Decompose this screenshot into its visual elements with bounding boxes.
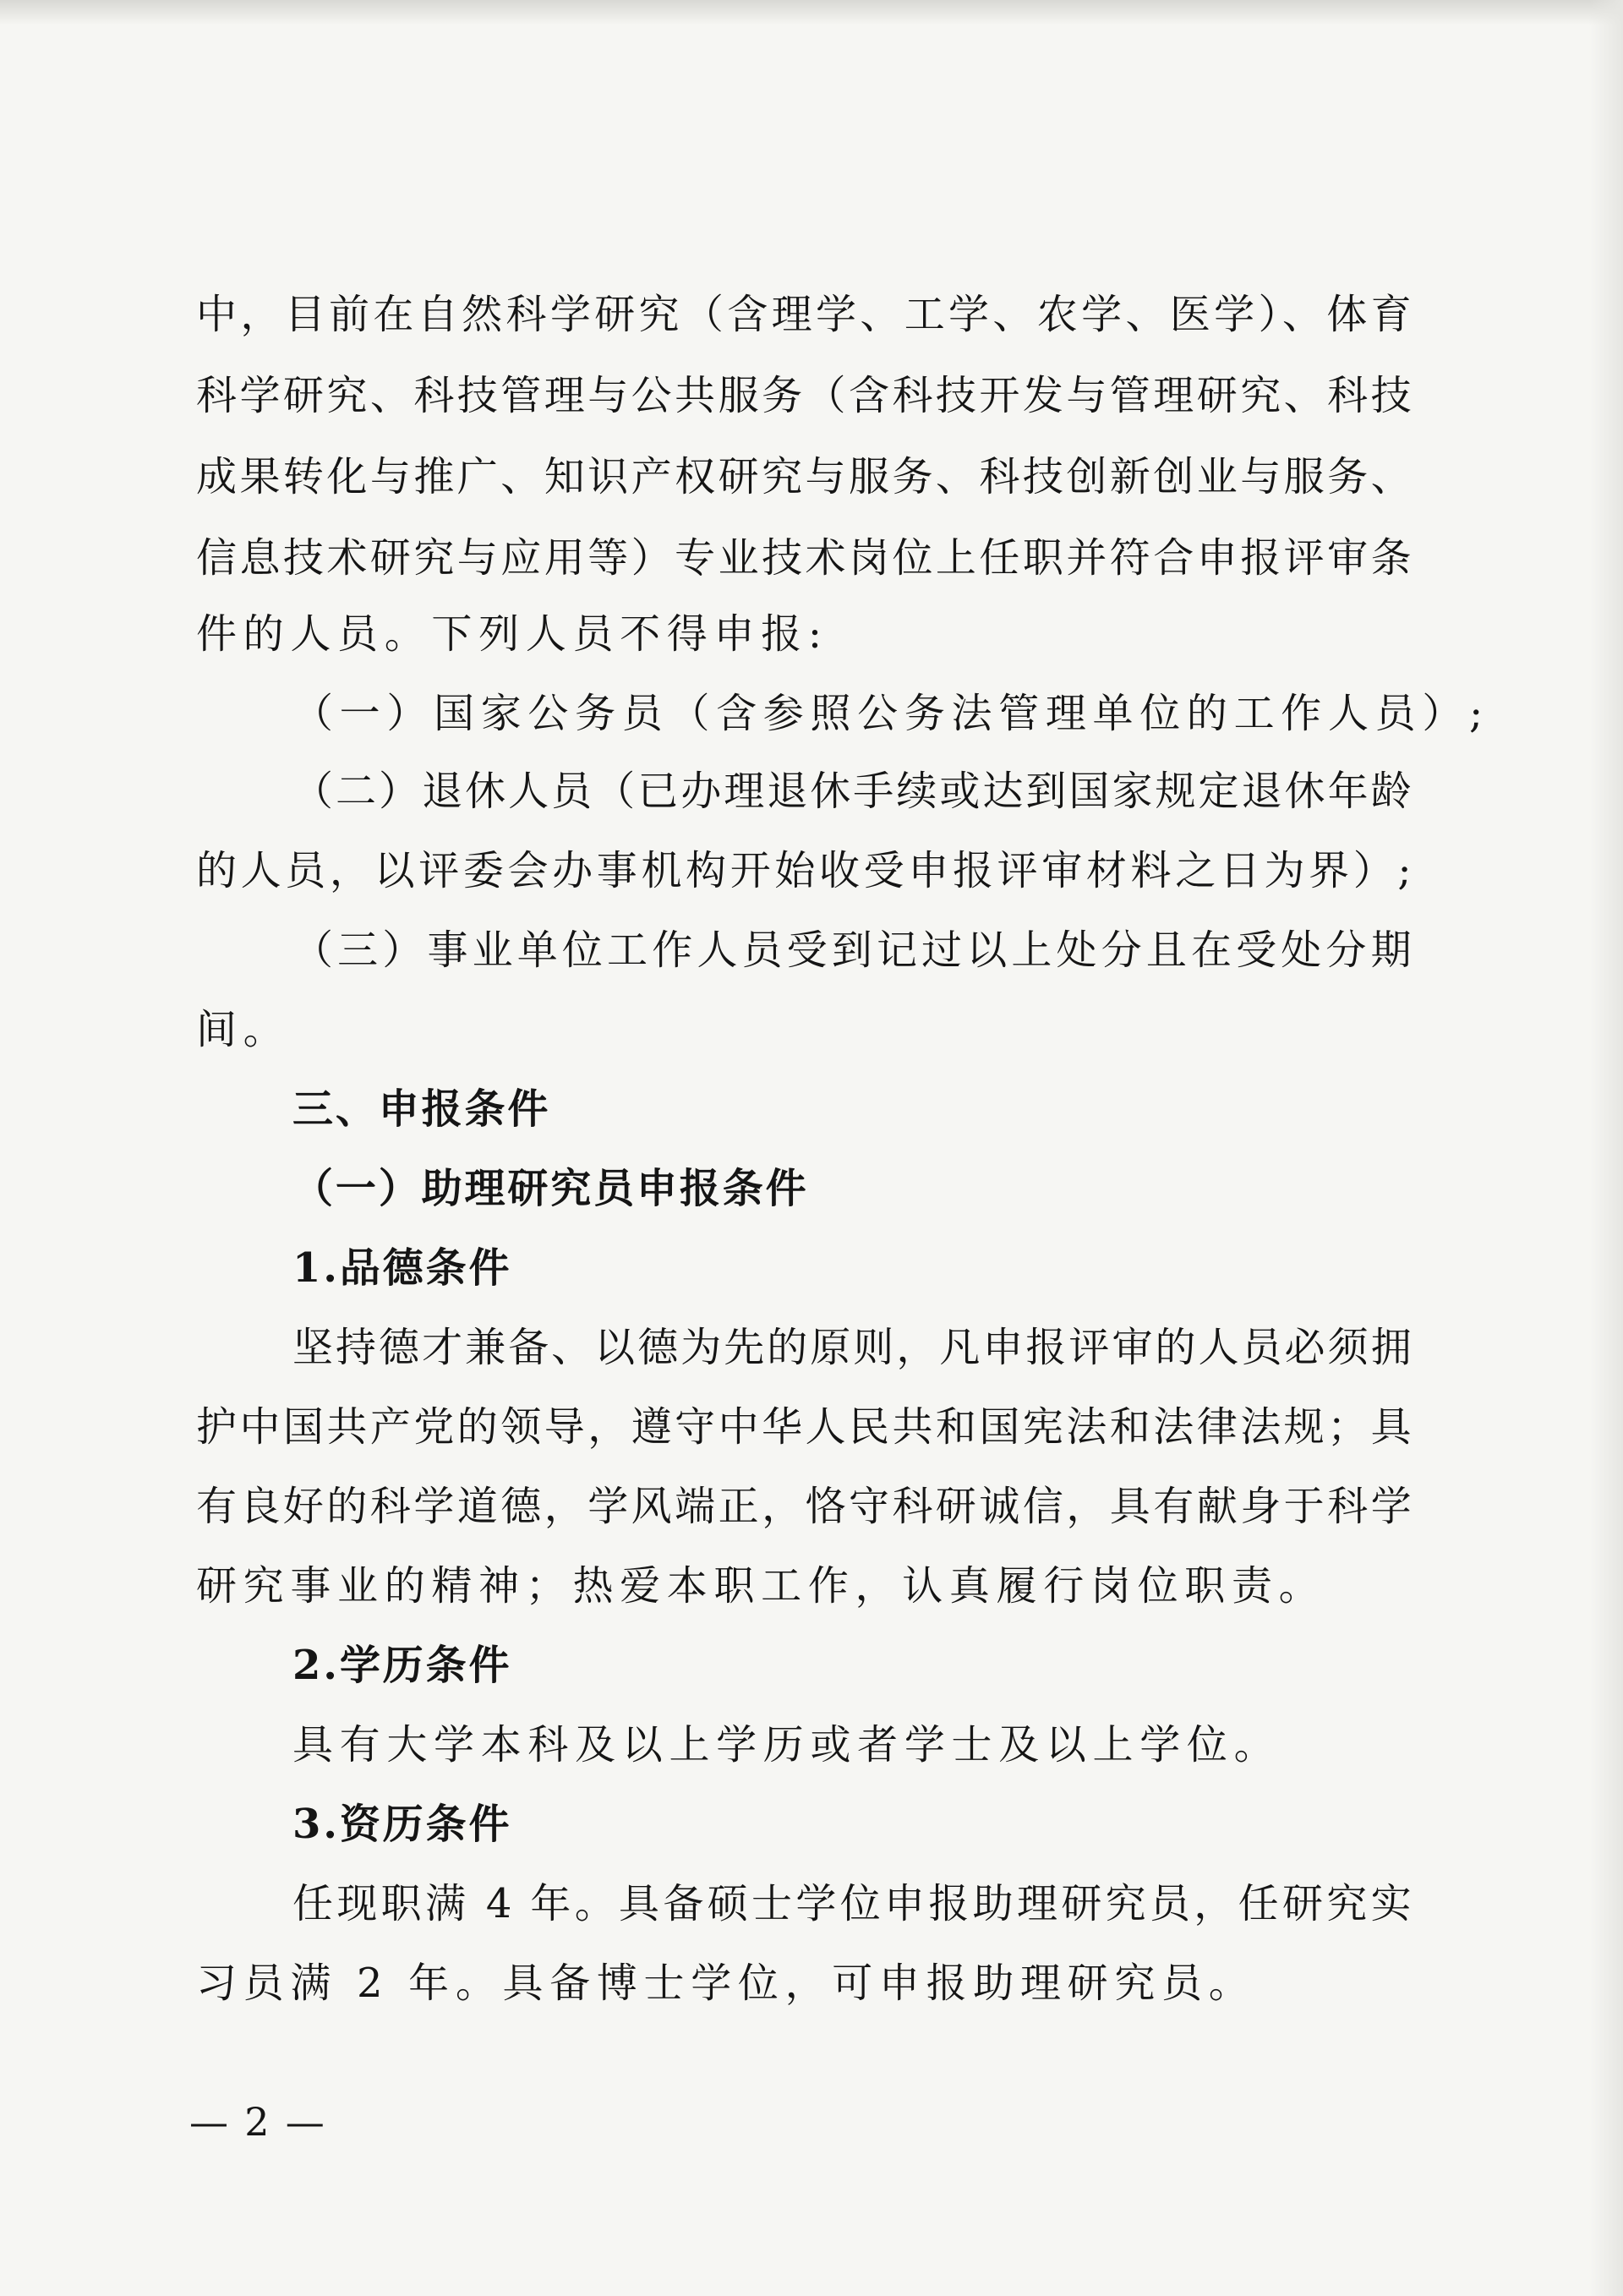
paragraph-line: 研究事业的精神；热爱本职工作，认真履行岗位职责。 xyxy=(196,1562,1326,1610)
exclusion-item-2: （二）退休人员（已办理退休手续或达到国家规定退休年龄 xyxy=(292,768,1413,815)
exclusion-item-2-cont: 的人员，以评委会办事机构开始收受申报评审材料之日为界）; xyxy=(196,847,1413,894)
section-heading: 三、申报条件 xyxy=(292,1085,551,1133)
paragraph-line: 习员满 2 年。具备博士学位，可申报助理研究员。 xyxy=(196,1960,1256,2007)
paragraph-line: 成果转化与推广、知识产权研究与服务、科技创新创业与服务、 xyxy=(196,453,1413,500)
condition-heading-1: 1.品德条件 xyxy=(292,1244,512,1292)
exclusion-item-1: （一）国家公务员（含参照公务法管理单位的工作人员）; xyxy=(292,690,1489,737)
scan-shadow-right xyxy=(1589,0,1623,2296)
scan-shadow-top xyxy=(0,0,1623,25)
condition-heading-3: 3.资历条件 xyxy=(292,1801,512,1848)
paragraph-line: 具有大学本科及以上学历或者学士及以上学位。 xyxy=(292,1721,1281,1768)
paragraph-line: 坚持德才兼备、以德为先的原则，凡申报评审的人员必须拥 xyxy=(292,1324,1413,1371)
paragraph-line: 中，目前在自然科学研究（含理学、工学、农学、医学）、体育 xyxy=(196,291,1413,338)
subsection-heading: （一）助理研究员申报条件 xyxy=(292,1165,809,1212)
paragraph-line: 有良好的科学道德，学风端正，恪守科研诚信，具有献身于科学 xyxy=(196,1483,1413,1530)
paragraph-line: 件的人员。下列人员不得申报: xyxy=(196,610,828,658)
exclusion-item-3-cont: 间。 xyxy=(196,1006,291,1053)
paragraph-line: 信息技术研究与应用等）专业技术岗位上任职并符合申报评审条 xyxy=(196,534,1413,582)
condition-heading-2: 2.学历条件 xyxy=(292,1642,512,1689)
page-number: — 2 — xyxy=(189,2099,327,2145)
paragraph-line: 任现职满 4 年。具备硕士学位申报助理研究员，任研究实 xyxy=(292,1880,1413,1927)
exclusion-item-3: （三）事业单位工作人员受到记过以上处分且在受处分期 xyxy=(292,927,1413,974)
paragraph-line: 科学研究、科技管理与公共服务（含科技开发与管理研究、科技 xyxy=(196,372,1413,419)
paragraph-line: 护中国共产党的领导，遵守中华人民共和国宪法和法律法规；具 xyxy=(196,1403,1413,1451)
